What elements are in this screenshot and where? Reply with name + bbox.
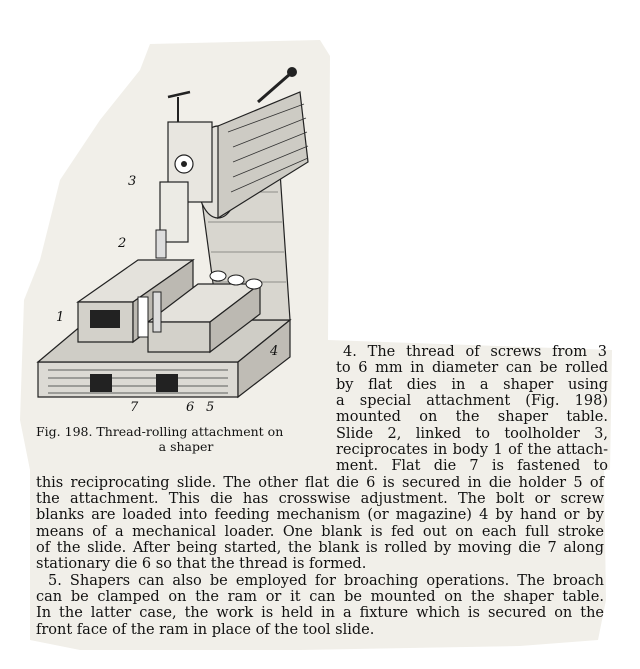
text-line: mounted on the shaper table. — [336, 409, 608, 425]
text-line: can be clamped on the ram or it can be mounted on the shaper table. — [36, 589, 604, 605]
label-2: 2 — [118, 236, 127, 251]
label-3: 3 — [128, 174, 137, 189]
text-line: by flat dies in a shaper using — [336, 377, 608, 393]
text-line: this reciprocating slide. The other flat die 6 is secured in die holder 5 of — [36, 475, 604, 491]
label-6: 6 — [186, 400, 195, 415]
text-line: In the latter case, the work is held in a fixture which is secured on the — [36, 605, 604, 621]
text-line: 4. The thread of screws from 3 — [343, 344, 607, 360]
label-7: 7 — [130, 400, 139, 415]
text-line: 5. Shapers can also be employed for broaching operations. The broach — [48, 573, 604, 589]
text-line: means of a mechanical loader. One blank is fed out on each full stroke — [36, 524, 604, 540]
thread-rolling-attachment-drawing — [28, 52, 328, 420]
label-1: 1 — [56, 310, 65, 325]
text-line: blanks are loaded into feeding mechanism (or magazine) 4 by hand or by — [36, 507, 604, 523]
text-line: the attachment. This die has crosswise adjustment. The bolt or screw — [36, 491, 604, 507]
text-line: Slide 2, linked to toolholder 3, — [336, 426, 608, 442]
text-line: front face of the ram in place of the tool slide. — [36, 622, 375, 638]
figure-caption — [36, 424, 336, 454]
text-line: stationary die 6 so that the thread is formed. — [36, 556, 367, 572]
label-5: 5 — [206, 400, 215, 415]
text-line: to 6 mm in diameter can be rolled — [336, 360, 608, 376]
caption-line-1: Fig. 198. Thread-rolling attachment on — [36, 424, 284, 439]
label-4: 4 — [270, 344, 279, 359]
text-line: ment. Flat die 7 is fastened to — [336, 458, 608, 474]
figure-198-illustration — [28, 52, 328, 420]
caption-line-2: a shaper — [158, 439, 214, 454]
text-line: a special attachment (Fig. 198) — [336, 393, 608, 409]
text-line: reciprocates in body 1 of the attach- — [336, 442, 608, 458]
text-line: of the slide. After being started, the blank is rolled by moving die 7 along — [36, 540, 604, 556]
